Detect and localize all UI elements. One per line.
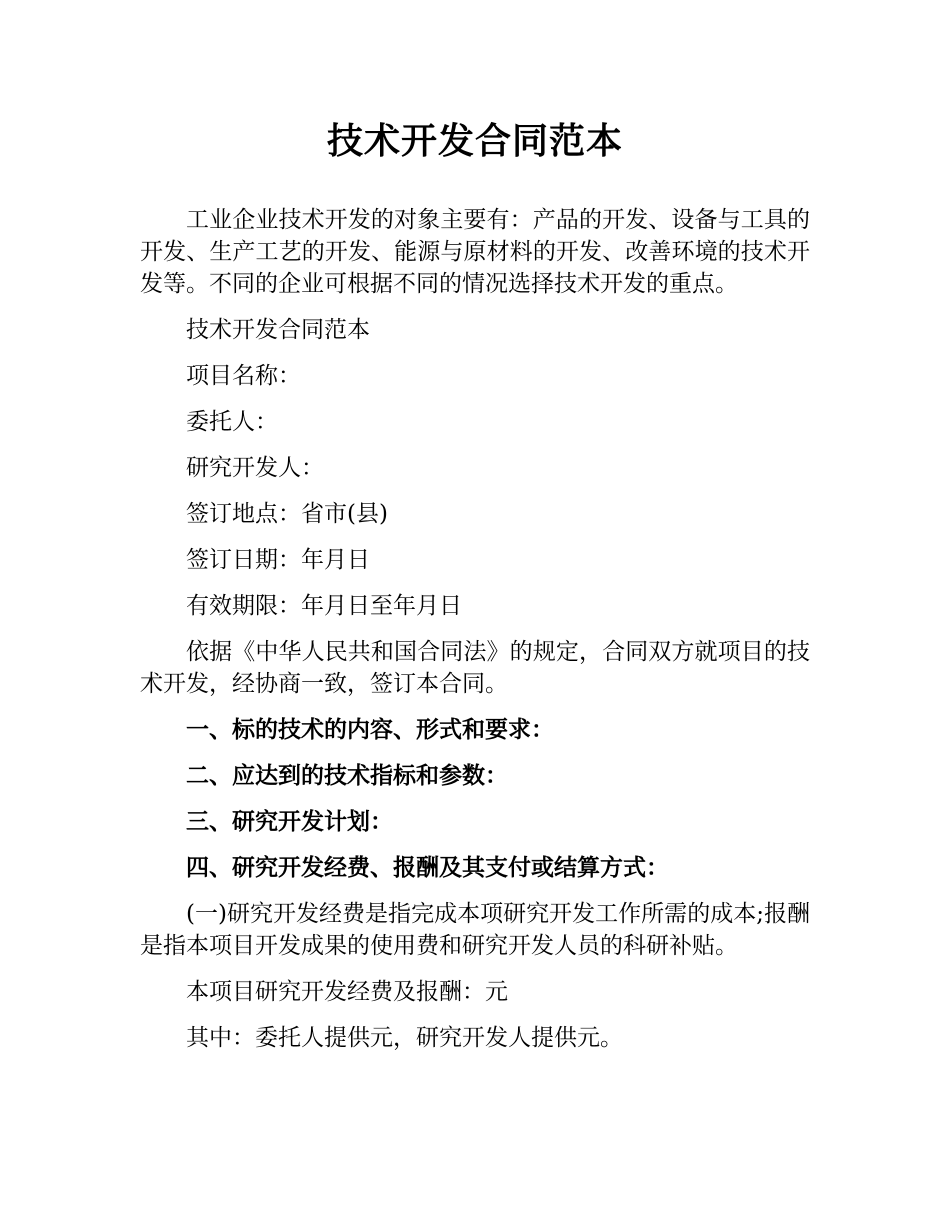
section-heading-3: 三、研究开发计划：: [186, 809, 393, 835]
validity-period-line: 有效期限：年月日至年月日: [186, 593, 462, 619]
section-heading-2: 二、应达到的技术指标和参数：: [186, 763, 508, 789]
project-name-line: 项目名称：: [186, 363, 301, 389]
funding-amount-line: 本项目研究开发经费及报酬：元: [186, 979, 508, 1005]
developer-line: 研究开发人：: [186, 455, 324, 481]
document-body: [140, 204, 810, 1068]
legal-basis-paragraph: 依据《中华人民共和国合同法》的规定，合同双方就项目的技术开发，经协商一致，签订本合同。: [140, 639, 810, 697]
client-line: 委托人：: [186, 409, 278, 435]
signing-place-line: 签订地点：省市(县): [186, 501, 388, 527]
document-title: 技术开发合同范本: [326, 121, 623, 162]
funding-split-line: 其中：委托人提供元，研究开发人提供元。: [186, 1025, 623, 1051]
section-heading-1: 一、标的技术的内容、形式和要求：: [186, 717, 554, 743]
signing-date-line: 签订日期：年月日: [186, 547, 370, 573]
intro-paragraph: 工业企业技术开发的对象主要有：产品的开发、设备与工具的开发、生产工艺的开发、能源与原材料的开发、改善环境的技术开发等。不同的企业可根据不同的情况选择技术开发的重点。: [140, 207, 810, 297]
section-heading-4: 四、研究开发经费、报酬及其支付或结算方式：: [186, 855, 669, 881]
funding-definition-paragraph: (一)研究开发经费是指完成本项研究开发工作所需的成本;报酬是指本项目开发成果的使用费和研究开发人员的科研补贴。: [140, 901, 810, 959]
contract-name-line: 技术开发合同范本: [186, 317, 370, 343]
